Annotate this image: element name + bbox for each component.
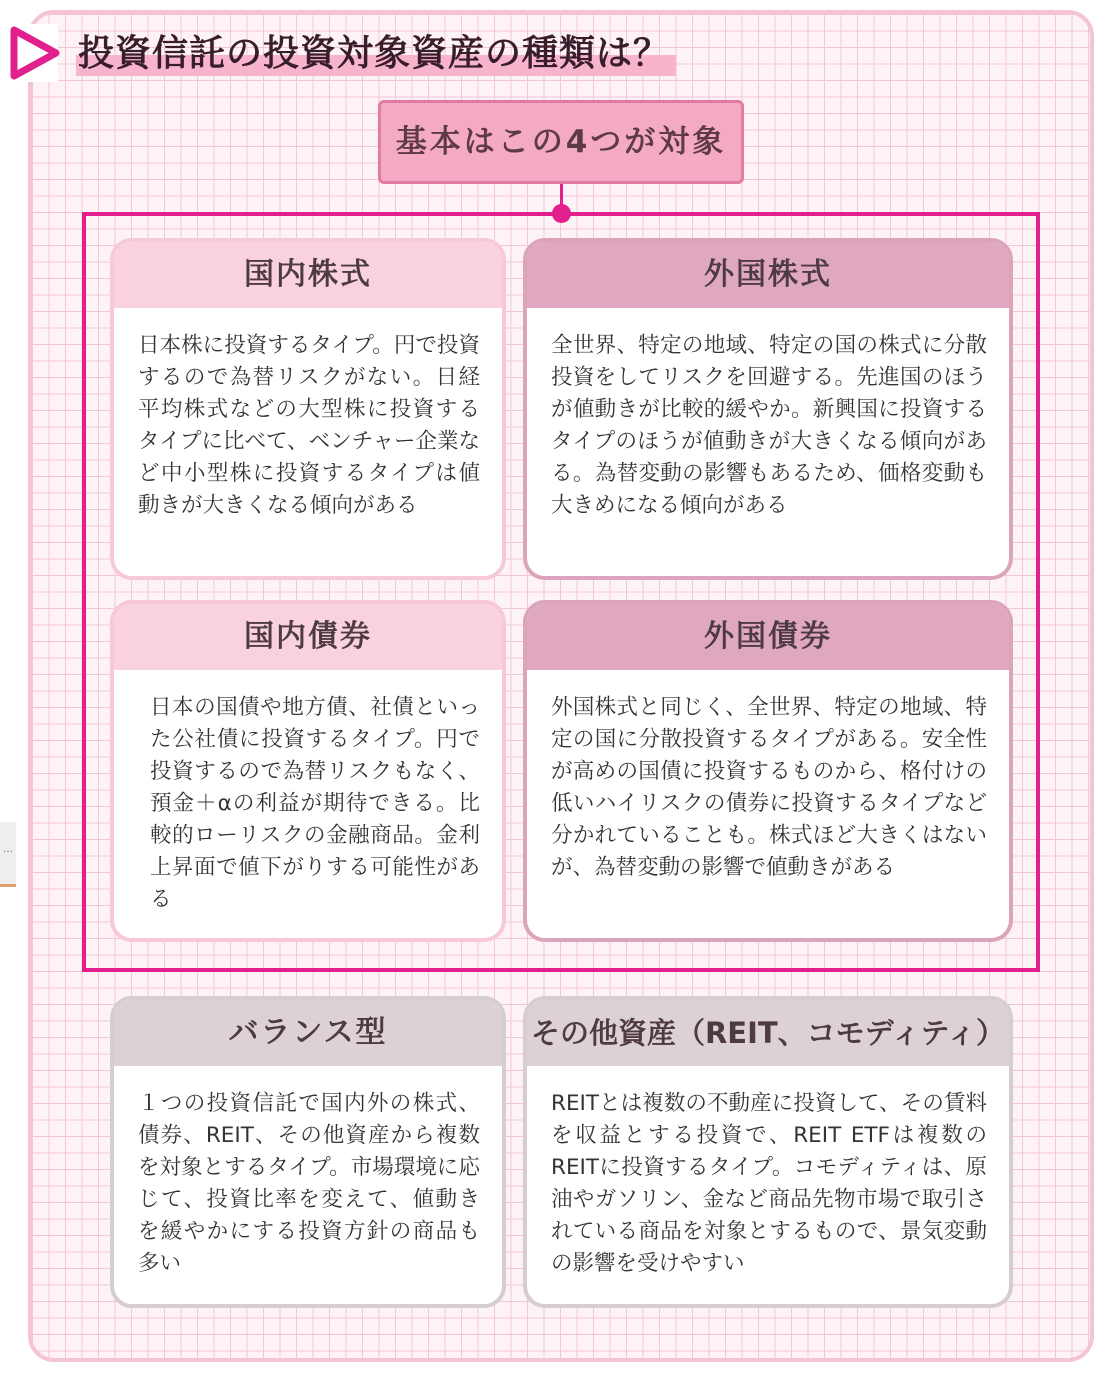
card-title: その他資産（REIT、コモディティ）	[527, 1000, 1009, 1066]
card-description: 日本株に投資するタイプ。円で投資するので為替リスクがない。日経平均株式などの大型株に投資するタイプに比べて、ベンチャー企業など中小型株に投資するタイプは値動きが大きくなる傾向がある	[138, 333, 480, 518]
card-description: REITとは複数の不動産に投資して、その賃料を収益とする投資で、REIT ETFは複数のREITに投資するタイプ。コモディティは、原油やガソリン、金など商品先物市場で取引されている商品を対象とするもので、景気変動の影響を受けやすい	[551, 1091, 987, 1276]
card-title: バランス型	[114, 1000, 502, 1066]
core-assets-badge: 基本はこの4つが対象	[378, 100, 744, 184]
side-tab[interactable]	[0, 822, 16, 887]
card-other-assets	[523, 996, 1013, 1308]
card-title: 国内債券	[114, 604, 502, 670]
card-domestic-bonds	[110, 600, 506, 942]
card-title: 外国債券	[527, 604, 1009, 670]
card-description: 全世界、特定の地域、特定の国の株式に分散投資をしてリスクを回避する。先進国のほうが値動きが比較的緩やか。新興国に投資するタイプのほうが値動きが大きくなる傾向がある。為替変動の影響もあるため、価格変動も大きめになる傾向がある	[551, 333, 987, 518]
card-description: 日本の国債や地方債、社債といった公社債に投資するタイプ。円で投資するので為替リスクもなく、預金＋αの利益が期待できる。比較的ローリスクの金融商品。金利上昇面で値下がりする可能性がある	[150, 695, 480, 912]
play-triangle-icon	[6, 24, 62, 82]
card-description: １つの投資信託で国内外の株式、債券、REIT、その他資産から複数を対象とするタイプ。市場環境に応じて、投資比率を変えて、値動きを緩やかにする投資方針の商品も多い	[138, 1091, 480, 1276]
card-title: 外国株式	[527, 242, 1009, 308]
card-balanced	[110, 996, 506, 1308]
card-foreign-bonds	[523, 600, 1013, 942]
page-title: 投資信託の投資対象資産の種類は？	[76, 32, 676, 76]
card-foreign-stocks	[523, 238, 1013, 580]
card-description: 外国株式と同じく、全世界、特定の地域、特定の国に分散投資するタイプがある。安全性が高めの国債に投資するものから、格付けの低いハイリスクの債券に投資するタイプなど分かれていることも。株式ほど大きくはないが、為替変動の影響で値動きがある	[551, 695, 987, 880]
card-domestic-stocks	[110, 238, 506, 580]
side-tab-text: …	[3, 844, 13, 855]
card-title: 国内株式	[114, 242, 502, 308]
